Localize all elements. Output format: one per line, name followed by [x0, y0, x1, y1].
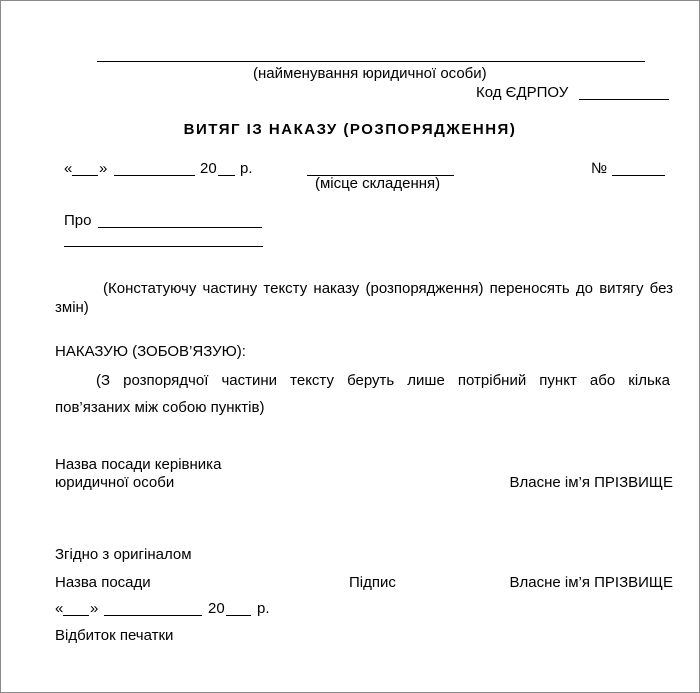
head-name: Власне ім’я ПРІЗВИЩЕ: [509, 474, 673, 491]
seal-label: Відбиток печатки: [55, 627, 174, 644]
certifier-name: Власне ім’я ПРІЗВИЩЕ: [509, 574, 673, 591]
date-quote-close: »: [99, 160, 108, 177]
order-part-line-1: (З розпорядчої частини тексту беруть лише потрібний пункт або кілька: [96, 372, 670, 389]
cert-date-month-line: [104, 615, 202, 616]
edrpou-label: Код ЄДРПОУ: [476, 84, 569, 101]
order-heading: НАКАЗУЮ (ЗОБОВ’ЯЗУЮ):: [55, 343, 246, 360]
date-year-line: [218, 175, 235, 176]
certifier-position: Назва посади: [55, 574, 151, 591]
order-part-line-2: пов’язаних між собою пунктів): [55, 399, 265, 416]
number-line: [612, 175, 665, 176]
cert-date-year-suffix: р.: [257, 600, 270, 617]
head-position-line-2: юридичної особи: [55, 474, 175, 491]
subject-label: Про: [64, 212, 92, 229]
statement-part-text: (Констатуючу частину тексту наказу (розпорядження) переносять до витягу без змін): [55, 280, 673, 316]
number-sign: №: [591, 160, 608, 177]
cert-date-day-line: [63, 615, 89, 616]
cert-date-year-prefix: 20: [208, 600, 225, 617]
date-quote-open: «: [64, 160, 73, 177]
date-month-line: [114, 175, 195, 176]
subject-line-2: [64, 246, 263, 247]
edrpou-line: [579, 99, 669, 100]
legal-entity-caption: (найменування юридичної особи): [253, 65, 487, 82]
place-caption: (місце складення): [315, 175, 441, 192]
date-year-suffix: р.: [240, 160, 253, 177]
document-title: ВИТЯГ ІЗ НАКАЗУ (РОЗПОРЯДЖЕННЯ): [183, 121, 517, 138]
head-position-line-1: Назва посади керівника: [55, 456, 222, 473]
certified-copy-label: Згідно з оригіналом: [55, 546, 192, 563]
certifier-signature: Підпис: [349, 574, 396, 591]
subject-line-1: [98, 227, 262, 228]
date-year-prefix: 20: [200, 160, 217, 177]
cert-date-quote-close: »: [90, 600, 99, 617]
legal-entity-name-line: [97, 61, 645, 62]
date-day-line: [72, 175, 98, 176]
cert-date-quote-open: «: [55, 600, 64, 617]
cert-date-year-line: [226, 615, 251, 616]
